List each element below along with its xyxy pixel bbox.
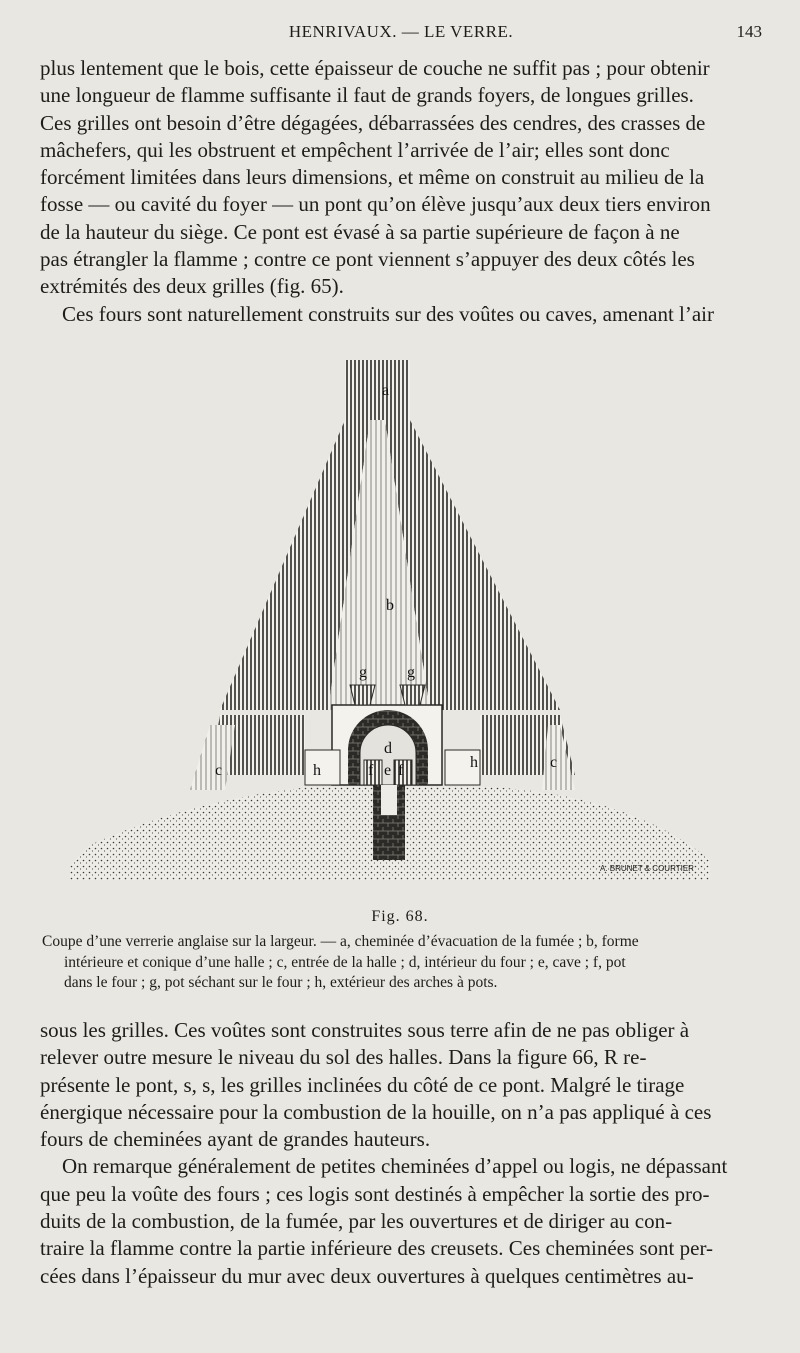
text-line: plus lentement que le bois, cette épaisseur de couche ne suffit pas ; pour obtenir: [40, 56, 710, 80]
figure-number: Fig. 68.: [371, 908, 429, 925]
label-c-right: c: [550, 754, 558, 771]
label-c-left: c: [215, 762, 223, 779]
arch-left-h: [305, 750, 340, 785]
text-line: duits de la combustion, de la fumée, par les ouvertures et de diriger au con-: [40, 1209, 673, 1234]
caption-line: intérieure et conique d’une halle ; c, entrée de la halle ; d, intérieur du four ; e, cave ; f, pot: [64, 953, 626, 971]
label-d: d: [384, 740, 392, 757]
text-line: Ces grilles ont besoin d’être dégagées, débarrassées des cendres, des crasses de: [40, 110, 706, 135]
text-line: fours de cheminées ayant de grandes hauteurs.: [40, 1127, 431, 1152]
chimney-a: [345, 360, 410, 420]
body-text-top: [40, 55, 762, 328]
label-g-right: g: [407, 664, 415, 681]
paragraph: [40, 301, 762, 328]
running-title: HENRIVAUX. — LE VERRE.: [288, 22, 514, 41]
label-g-left: g: [359, 664, 367, 681]
engraver-signature: A. BRUNET & COURTIER: [600, 864, 694, 873]
text-line: mâchefers, qui les obstruent et empêchent l’arrivée de l’air; elles sont donc: [40, 137, 670, 162]
text-line: On remarque généralement de petites cheminées d’appel ou logis, ne dépassant: [62, 1154, 728, 1179]
text-line: présente le pont, s, s, les grilles inclinées du côté de ce pont. Malgré le tirage: [40, 1072, 685, 1097]
text-line: traire la flamme contre la partie inférieure des creusets. Ces cheminées sont per-: [40, 1236, 714, 1261]
text-line: pas étrangler la flamme ; contre ce pont viennent s’appuyer des deux côtés les: [40, 247, 695, 272]
label-a: a: [382, 382, 390, 399]
pot-right-g: [400, 685, 425, 705]
text-line: que peu la voûte des fours ; ces logis sont destinés à empêcher la sortie des pro-: [40, 1181, 710, 1206]
label-h-right: h: [470, 754, 478, 771]
body-text-bottom: [40, 1017, 762, 1290]
entrance-left-c: [190, 725, 235, 790]
text-line: extrémités des deux grilles (fig. 65).: [40, 274, 344, 299]
page-number: 143: [736, 22, 762, 41]
paragraph: [40, 1153, 762, 1289]
label-b: b: [386, 597, 394, 614]
figure-furnace-section: [70, 355, 730, 885]
text-line: Ces fours sont naturellement construits sur des voûtes ou caves, amenant l’air: [62, 301, 715, 326]
paragraph: [40, 1017, 762, 1153]
text-line: forcément limitées dans leurs dimensions, et même on construit au milieu de la: [40, 165, 705, 190]
text-line: sous les grilles. Ces voûtes sont construites sous terre afin de ne pas obliger à: [40, 1018, 690, 1042]
pot-left-g: [350, 685, 375, 705]
cave-opening: [381, 785, 397, 815]
paragraph: [40, 55, 762, 301]
text-line: de la hauteur du siège. Ce pont est évasé à sa partie supérieure de façon à ne: [40, 219, 680, 244]
label-f-right: f: [398, 762, 404, 779]
text-line: relever outre mesure le niveau du sol des halles. Dans la figure 66, R re-: [40, 1045, 647, 1070]
text-line: une longueur de flamme suffisante il faut de grands foyers, de longues grilles.: [40, 83, 694, 108]
figure-caption: [42, 932, 762, 994]
label-f-left: f: [368, 762, 374, 779]
text-line: cées dans l’épaisseur du mur avec deux ouvertures à quelques centimètres au-: [40, 1263, 694, 1288]
caption-line: Coupe d’une verrerie anglaise sur la largeur. — a, cheminée d’évacuation de la fumée ; b, forme: [42, 933, 639, 950]
text-line: fosse — ou cavité du foyer — un pont qu’on élève jusqu’aux deux tiers environ: [40, 192, 711, 217]
text-line: énergique nécessaire pour la combustion de la houille, on n’a pas appliqué à ces: [40, 1099, 712, 1124]
caption-line: dans le four ; g, pot séchant sur le four ; h, extérieur des arches à pots.: [64, 974, 498, 991]
page-header: [40, 22, 762, 46]
furnace-engraving: [70, 355, 730, 885]
label-e: e: [384, 762, 392, 779]
label-h-left: h: [313, 762, 321, 779]
